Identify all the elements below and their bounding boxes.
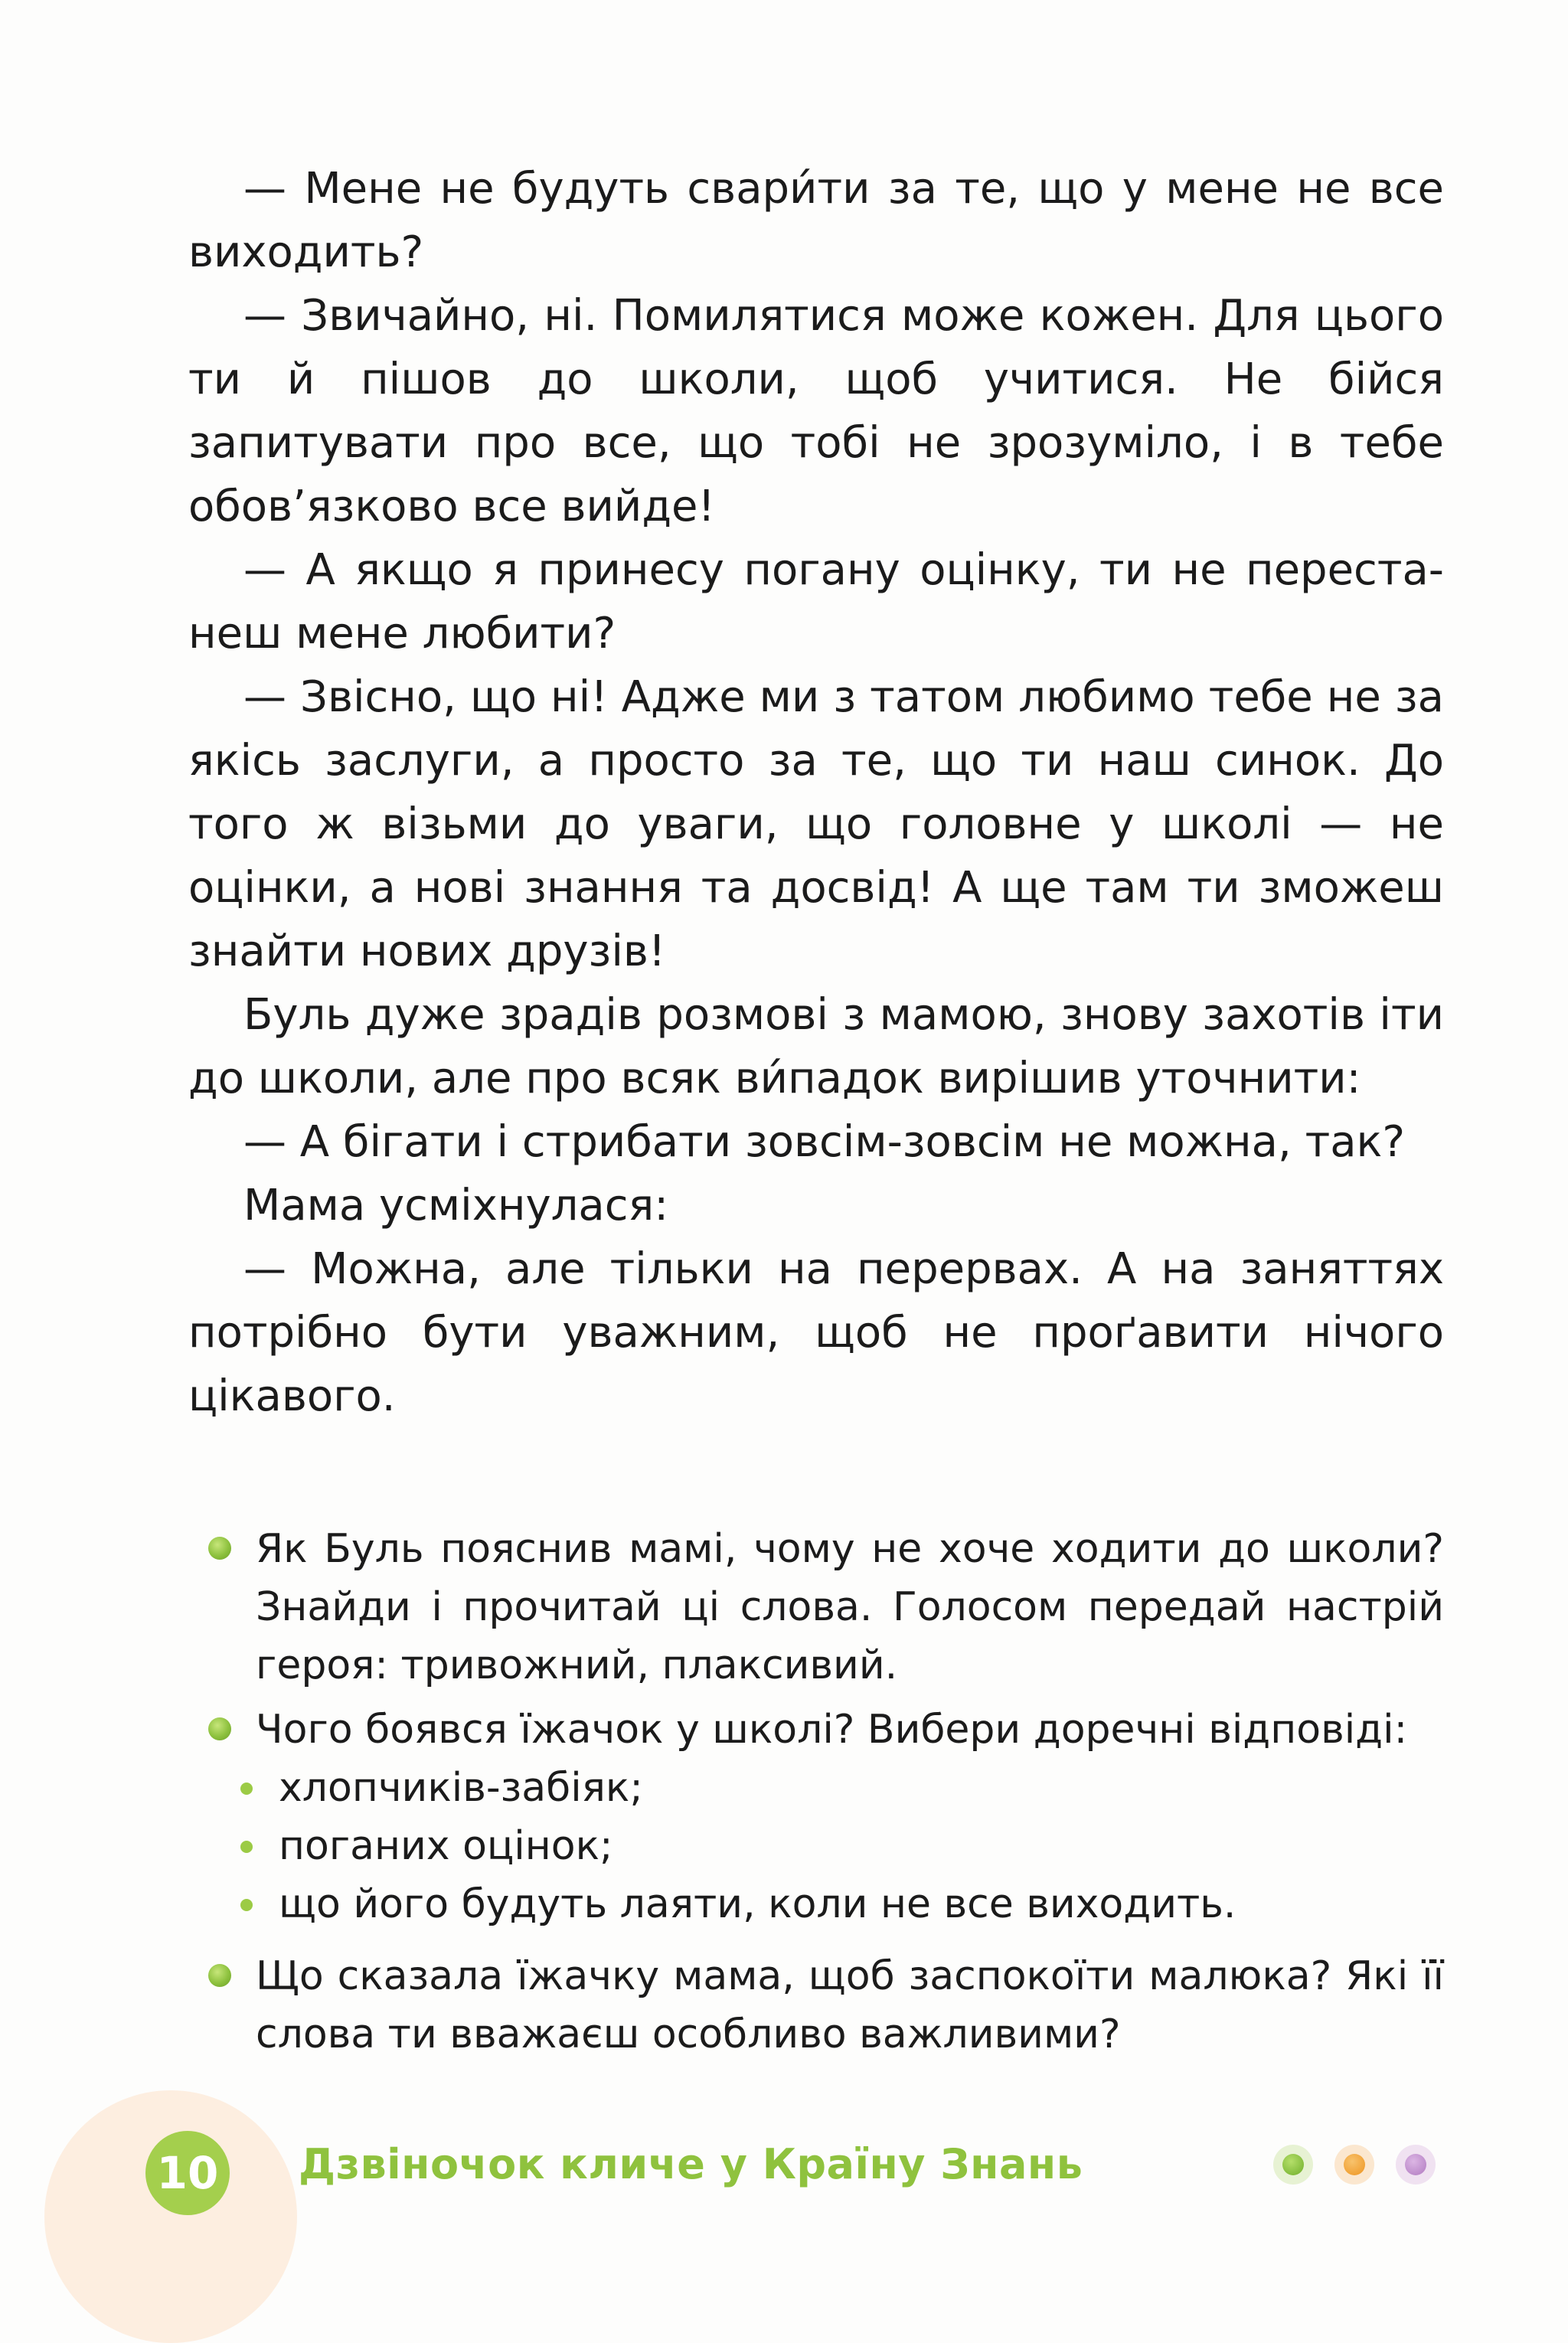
paragraph: — Мене не будуть свари́ти за те, що у мене не все виходить? xyxy=(188,164,1444,277)
question-text: Чого боявся їжачок у школі? Вибери доречні відповіді: xyxy=(256,1707,1408,1753)
page-number: 10 xyxy=(145,2131,230,2215)
green-dot-icon xyxy=(1273,2145,1313,2185)
questions-section xyxy=(188,1520,1444,2064)
book-title: Дзвіночок кличе у Країну Знань xyxy=(299,2140,1083,2188)
question-text: Як Буль пояснив мамі, чому не хоче ходити до школи? Знайди і прочитай ці слова. Голосом передай настрій героя: тривожний, плаксивий. xyxy=(256,1526,1444,1688)
story-text xyxy=(188,157,1444,1428)
paragraph: Буль дуже зрадів розмові з мамою, знову захотів іти до школи, але про всяк ви́падок вирішив уточнити: xyxy=(188,990,1444,1103)
paragraph: — Можна, але тільки на перервах. А на заняттях потрібно бути уважним, щоб не проґавити нічого цікавого. xyxy=(188,1244,1444,1421)
corner-decoration xyxy=(44,2090,297,2343)
answer-option xyxy=(279,1759,1444,1817)
option-text: поганих оцінок; xyxy=(279,1823,613,1869)
green-bullet-icon xyxy=(208,1964,231,1987)
option-text: хлопчиків-забіяк; xyxy=(279,1765,643,1811)
question-3 xyxy=(188,1947,1444,2064)
question-text: Що сказала їжачку мама, щоб заспокоїти малюка? Які її слова ти вважаєш особливо важливими? xyxy=(256,1953,1444,2057)
answer-option xyxy=(279,1817,1444,1875)
answer-option xyxy=(279,1875,1444,1933)
paragraph: — А якщо я принесу погану оцінку, ти не перестанеш мене любити? xyxy=(188,545,1444,658)
green-bullet-icon xyxy=(208,1537,231,1560)
paragraph: Мама усміхнулася: xyxy=(243,1181,669,1230)
question-1 xyxy=(188,1520,1444,1694)
green-bullet-icon xyxy=(208,1717,231,1740)
answer-options xyxy=(188,1759,1444,1933)
paragraph: — А бігати і стрибати зовсім-зовсім не можна, так? xyxy=(243,1117,1406,1167)
paragraph: — Звісно, що ні! Адже ми з татом любимо тебе не за якісь заслуги, а просто за те, що ти наш синок. До того ж візьми до уваги, що головне у школі — не оцінки, а нові знання та досвід! А ще там ти зможеш знайти нових друзів! xyxy=(188,672,1444,976)
paragraph: — Звичайно, ні. Помилятися може кожен. Для цього ти й пішов до школи, щоб учитися. Не бійся запитувати про все, що тобі не зрозуміло, і в тебе обов’язково все вийде! xyxy=(188,291,1444,531)
question-2 xyxy=(188,1701,1444,1759)
small-bullet-icon xyxy=(240,1899,253,1911)
option-text: що його будуть лаяти, коли не все виходить. xyxy=(279,1881,1236,1927)
purple-dot-icon xyxy=(1396,2145,1436,2185)
small-bullet-icon xyxy=(240,1783,253,1795)
orange-dot-icon xyxy=(1334,2145,1374,2185)
small-bullet-icon xyxy=(240,1841,253,1853)
